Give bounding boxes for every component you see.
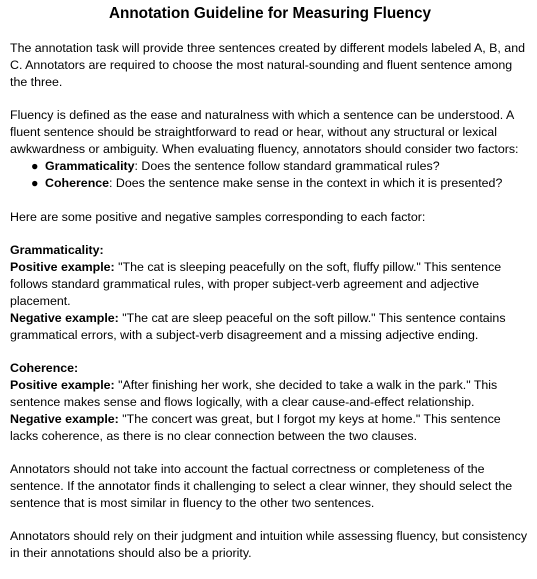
- positive-label: Positive example:: [10, 260, 115, 275]
- negative-text: "The cat are sleep peaceful on the soft pillow." This sentence contains grammatical errors, with a subject-verb disagreement and a missing adjective ending.: [10, 310, 506, 342]
- factor-name: Grammaticality: [45, 159, 135, 174]
- negative-label: Negative example:: [10, 411, 119, 426]
- factor-list: [10, 158, 530, 192]
- closing-paragraph-1: Annotators should not take into account the factual correctness or completeness of the sentence. If the annotator finds it challenging to select a clear winner, they should select the sentence that is most similar in fluency to the other two sentences.: [10, 462, 513, 510]
- section-coherence: [10, 360, 530, 445]
- factor-item-coherence: [31, 175, 530, 192]
- positive-example: [10, 377, 530, 411]
- positive-example: [10, 259, 530, 310]
- intro-paragraph: The annotation task will provide three sentences created by different models labeled A, B, and C. Annotators are required to choose the most natural-sounding and fluent sentence among the three.: [10, 41, 525, 89]
- factor-name: Coherence: [45, 176, 110, 191]
- negative-example: [10, 411, 530, 445]
- bullet-icon: ●: [31, 176, 39, 191]
- section-heading: Coherence:: [10, 361, 79, 376]
- factor-item-grammaticality: [31, 158, 530, 175]
- positive-text: "The cat is sleeping peacefully on the soft, fluffy pillow." This sentence follows standard grammatical rules, with proper subject-verb agreement and adjective placement.: [10, 260, 502, 308]
- document: [10, 5, 530, 579]
- closing-paragraph-2: Annotators should rely on their judgment and intuition while assessing fluency, but consistency in their annotations should also be a priority.: [10, 529, 528, 561]
- positive-label: Positive example:: [10, 378, 115, 392]
- factor-description: : Does the sentence make sense in the context in which it is presented?: [109, 176, 503, 191]
- factor-description: : Does the sentence follow standard grammatical rules?: [134, 159, 440, 174]
- bullet-icon: ●: [31, 159, 39, 174]
- document-title: Annotation Guideline for Measuring Fluency: [108, 5, 432, 22]
- section-grammaticality: [10, 242, 530, 343]
- section-heading: Grammaticality:: [10, 243, 104, 258]
- negative-example: [10, 310, 530, 344]
- samples-intro: Here are some positive and negative samples corresponding to each factor:: [10, 209, 426, 224]
- negative-label: Negative example:: [10, 310, 119, 325]
- positive-text: "After finishing her work, she decided to take a walk in the park." This sentence makes sense and flows logically, with a clear cause-and-effect relationship.: [10, 378, 498, 409]
- definition-paragraph: Fluency is defined as the ease and naturalness with which a sentence can be understood. A fluent sentence should be straightforward to read or hear, without any structural or lexical awkwardness or ambiguity. When evaluating fluency, annotators should consider two factors:: [10, 108, 519, 157]
- negative-text: "The concert was great, but I forgot my keys at home." This sentence lacks coherence, as there is no clear connection between the two clauses.: [10, 411, 501, 443]
